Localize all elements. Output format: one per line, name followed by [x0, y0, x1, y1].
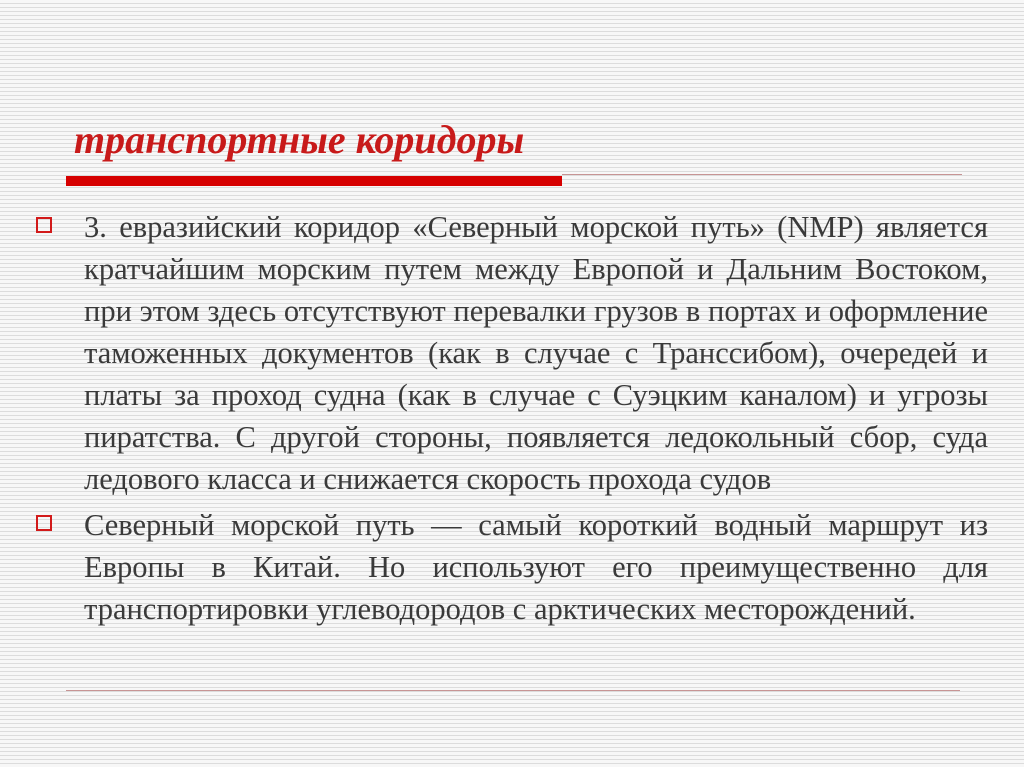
bullet-list	[36, 206, 988, 634]
list-item-text: 3. евразийский коридор «Северный морской путь» (NMP) является кратчайшим морским путем между Европой и Дальним Востоком, при этом здесь отсутствуют перевалки грузов в портах и оформление таможенных документов (как в случае с Транссибом), очередей и платы за проход судна (как в случае с Суэцким каналом) и угрозы пиратства. С другой стороны, появляется ледокольный сбор, суда ледового класса и снижается скорость прохода судов	[84, 210, 988, 496]
hollow-square-bullet-icon	[36, 515, 52, 531]
hollow-square-bullet-icon	[36, 217, 52, 233]
list-item	[36, 504, 988, 630]
list-item-text: Северный морской путь — самый короткий водный маршрут из Европы в Китай. Но используют его преимущественно для транспортировки углеводородов с арктических месторождений.	[84, 508, 988, 626]
slide-title: транспортные коридоры	[74, 117, 525, 162]
title-accent-bar	[66, 176, 562, 186]
bottom-rule-line	[66, 690, 960, 691]
list-item	[36, 206, 988, 500]
title-rule-line	[562, 174, 962, 175]
